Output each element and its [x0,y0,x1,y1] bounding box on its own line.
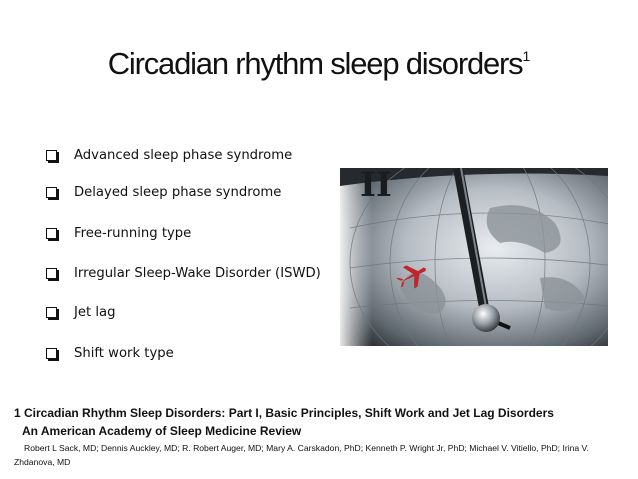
checkbox-bullet-icon [46,268,58,280]
bullet-item [46,346,174,361]
bullet-item [46,148,292,163]
checkbox-bullet-icon [46,348,58,360]
bullet-item [46,305,115,320]
reference-title: 1 Circadian Rhythm Sleep Disorders: Part I, Basic Principles, Shift Work and Jet Lag Disorders [14,406,554,420]
roman-numeral: II [360,168,392,205]
reference-subtitle: An American Academy of Sleep Medicine Review [22,424,302,438]
bullet-text: Jet lag [74,305,116,320]
clock-globe-photo [340,168,608,346]
checkbox-bullet-icon [46,307,58,319]
bullet-text: Advanced sleep phase syndrome [74,148,293,163]
checkbox-bullet-icon [46,228,58,240]
bullet-text: Irregular Sleep-Wake Disorder (ISWD) [74,266,321,281]
bullet-item [46,185,281,200]
slide-title-text: Circadian rhythm sleep disorders [107,46,523,81]
clock-globe-airplane-illustration [340,168,608,346]
bullet-item [46,226,191,241]
checkbox-bullet-icon [46,187,58,199]
bullet-item [46,266,321,281]
bullet-text: Delayed sleep phase syndrome [74,185,282,200]
bullet-text: Free-running type [74,226,192,241]
bullet-text: Shift work type [74,346,174,361]
reference-authors: Robert L Sack, MD; Dennis Auckley, MD; R. Robert Auger, MD; Mary A. Carskadon, PhD; Kenneth P. Wright Jr, PhD; Michael V. Vitiello, PhD; Irina V. Zhdanova, MD [14,443,589,467]
checkbox-bullet-icon [46,150,58,162]
slide-title [0,46,638,82]
title-footnote-marker: 1 [522,47,531,64]
